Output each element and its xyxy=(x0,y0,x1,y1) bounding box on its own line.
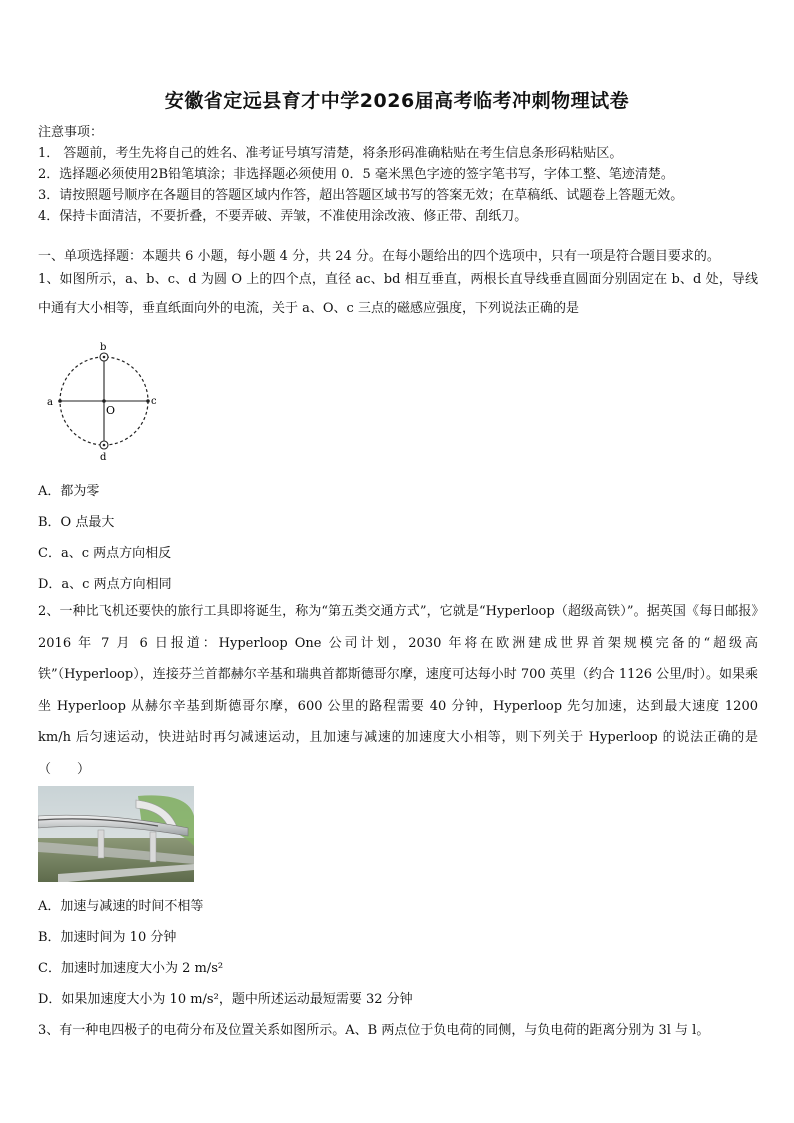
section-heading: 一、单项选择题：本题共 6 小题，每小题 4 分，共 24 分。在每小题给出的四个选项中，只有一项是符合题目要求的。 xyxy=(38,249,720,264)
current-dot-d xyxy=(103,444,106,447)
current-dot-b xyxy=(103,356,106,359)
question-2-stem xyxy=(38,596,758,785)
question-1-stem xyxy=(38,266,758,323)
notice-item: 2．选择题必须使用2B铅笔填涂；非选择题必须使用 0．5 毫米黑色字迹的签字笔书写，字体工整、笔迹清楚。 xyxy=(38,167,674,182)
point-c xyxy=(146,399,150,403)
q2-option-b: B．加速时间为 10 分钟 xyxy=(38,930,177,945)
label-d: d xyxy=(100,452,107,463)
circle-diagram xyxy=(38,340,168,465)
label-a: a xyxy=(47,397,53,408)
q1-option-a: A．都为零 xyxy=(38,484,100,499)
hyperloop-photo xyxy=(38,786,194,882)
point-a xyxy=(58,399,62,403)
question-3-stem: 3、有一种电四极子的电荷分布及位置关系如图所示。A、B 两点位于负电荷的同侧，与负电荷的距离分别为 3l 与 l。 xyxy=(38,1023,710,1038)
q2-option-c: C．加速时加速度大小为 2 m/s² xyxy=(38,961,224,976)
label-o: O xyxy=(106,404,116,417)
label-b: b xyxy=(100,342,107,353)
q1-option-b: B．O 点最大 xyxy=(38,515,115,530)
q2-option-a: A．加速与减速的时间不相等 xyxy=(38,899,204,914)
notice-heading: 注意事项： xyxy=(38,125,104,140)
label-c: c xyxy=(151,396,157,407)
question-text: 2、一种比飞机还要快的旅行工具即将诞生，称为“第五类交通方式”，它就是“Hyperloop（超级高铁）”。据英国《每日邮报》2016 年 7 月 6 日报道：Hyperloop One 公司计划，2030 年将在欧洲建成世界首架规模完备的“超级高铁”（Hyperloop），连接芬兰首都赫尔辛基和瑞典首都斯德哥尔摩，速度可达每小时 700 英里（约合 1126 公里/时）。如果乘坐 Hyperloop 从赫尔辛基到斯德哥尔摩，600 公里的路程需要 40 分钟，Hyperloop 先匀加速，达到最大速度 1200 km/h 后匀速运动，快进站时再匀减速运动，且加速与减速的加速度大小相等，则下列关于 Hyperloop 的说法正确的是（ ） xyxy=(38,604,758,777)
page-title: 安徽省定远县育才中学2026届高考临考冲刺物理试卷 xyxy=(164,90,630,112)
q2-option-d: D．如果加速度大小为 10 m/s²，题中所述运动最短需要 32 分钟 xyxy=(38,992,413,1007)
question-text: 1、如图所示，a、b、c、d 为圆 O 上的四个点，直径 ac、bd 相互垂直，两根长直导线垂直圆面分别固定在 b、d 处，导线中通有大小相等，垂直纸面向外的电流，关于 a、O、c 三点的磁感应强度，下列说法正确的是 xyxy=(38,272,758,316)
q1-option-d: D．a、c 两点方向相同 xyxy=(38,577,172,592)
q1-option-c: C．a、c 两点方向相反 xyxy=(38,546,172,561)
notice-item: 1． 答题前，考生先将自己的姓名、准考证号填写清楚，将条形码准确粘贴在考生信息条形码粘贴区。 xyxy=(38,146,623,161)
notice-item: 4．保持卡面清洁，不要折叠，不要弄破、弄皱，不准使用涂改液、修正带、刮纸刀。 xyxy=(38,209,528,224)
point-o xyxy=(102,399,106,403)
notice-item: 3．请按照题号顺序在各题目的答题区域内作答，超出答题区域书写的答案无效；在草稿纸、试题卷上答题无效。 xyxy=(38,188,684,203)
